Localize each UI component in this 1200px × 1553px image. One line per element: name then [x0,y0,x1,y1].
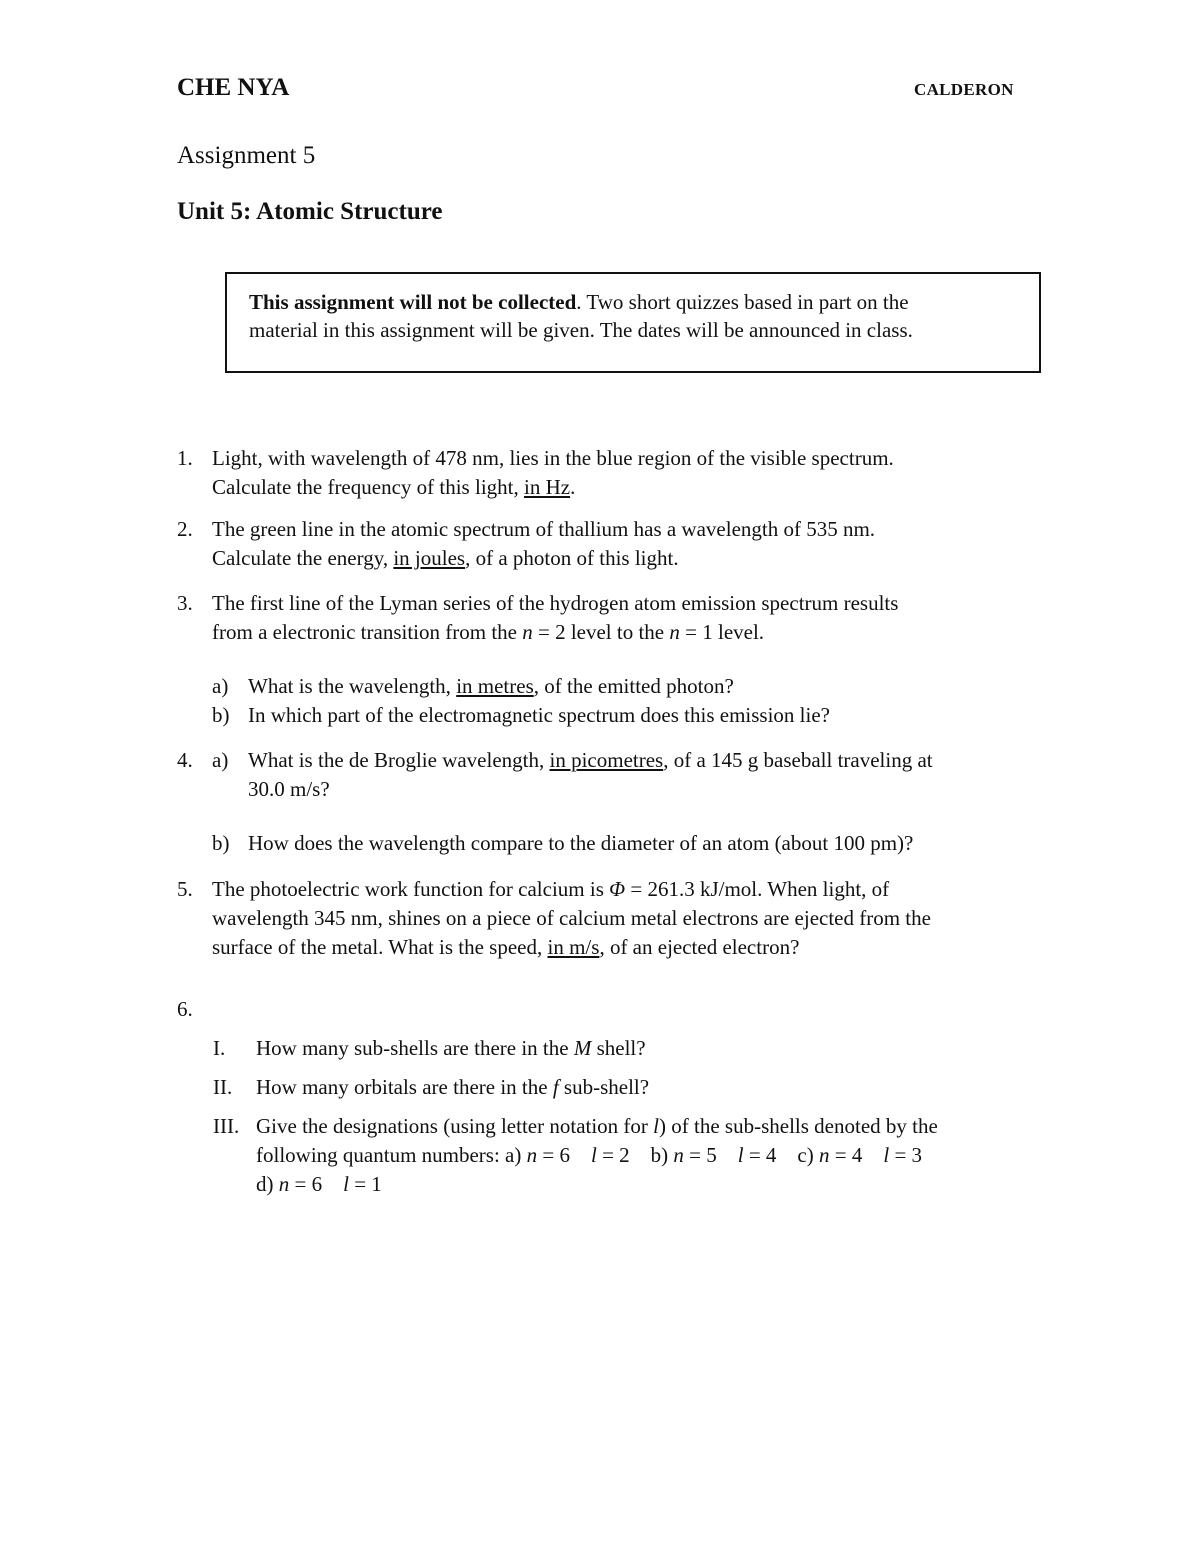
q4a-unit: in picometres [549,748,664,772]
q6-d-l: = 1 [348,1172,382,1196]
q4a-text [248,746,933,804]
q6-b-n: = 5 [683,1143,738,1167]
q3b-label: b) [212,703,230,727]
q6-iii-line3 [256,1172,382,1196]
q5-text [212,875,931,962]
q5-line1-post: = 261.3 kJ/mol. When light, of [625,877,890,901]
l-var: l [343,1172,349,1196]
q6-ii-post: sub-shell? [558,1075,650,1099]
notice-box [225,272,1041,373]
n-var: n [526,1143,538,1167]
q3-n-var: n [669,620,680,644]
q3-line2-a: from a electronic transition from the [212,620,523,644]
q6-d-pre: d) [256,1172,279,1196]
q3-line2 [212,620,764,644]
q2-line2 [212,546,679,570]
q6-i-post: shell? [591,1036,646,1060]
q3a-post: , of the emitted photon? [533,674,734,698]
q1-number: 1. [177,446,193,470]
q6-iii-line1-pre: Give the designations (using letter notation for [256,1114,654,1138]
notice-bold: This assignment will not be collected [249,290,577,314]
q6-number: 6. [177,997,193,1021]
q1-unit: in Hz [524,475,571,499]
l-var: l [883,1143,890,1167]
q4a-label: a) [212,748,229,772]
q6-ii-var: f [552,1075,559,1099]
q6-iii-line2-pre: following quantum numbers: a) [256,1143,527,1167]
q2-line2-post: , of a photon of this light. [465,546,679,570]
q3a-unit: in metres [456,674,534,698]
q5-line1-pre: The photoelectric work function for calcium is [212,877,610,901]
phi-symbol: Φ [609,877,626,901]
notice-line2: material in this assignment will be given. The dates will be announced in class. [249,318,913,342]
q6-iii-line1 [256,1114,938,1138]
notice-text [249,288,913,344]
q3-text [212,589,898,647]
q4b-label: b) [212,831,230,855]
q4a-pre: What is the de Broglie wavelength, [248,748,550,772]
q6-i-pre: How many sub-shells are there in the [256,1036,574,1060]
q4-number: 4. [177,748,193,772]
q1-text [212,444,894,502]
q3a-label: a) [212,674,229,698]
q4b-text: How does the wavelength compare to the diameter of an atom (about 100 pm)? [248,831,914,855]
q6-i-label: I. [213,1036,226,1060]
q3-number: 3. [177,591,193,615]
q2-line2-pre: Calculate the energy, [212,546,394,570]
q6-c-l: = 3 [889,1143,923,1167]
q6-ii-pre: How many orbitals are there in the [256,1075,553,1099]
q5-line3 [212,935,799,959]
instructor-name: CALDERON [914,80,1014,99]
q3-n-var: n [522,620,533,644]
unit-title: Unit 5: Atomic Structure [177,198,443,225]
q5-line3-post: , of an ejected electron? [599,935,800,959]
q4a-line2: 30.0 m/s? [248,777,330,801]
q5-line3-pre: surface of the metal. What is the speed, [212,935,548,959]
q5-number: 5. [177,877,193,901]
q6-a-n: = 6 [537,1143,591,1167]
l-var: l [653,1114,660,1138]
q6-iii-text [256,1112,938,1199]
q6-d-n: = 6 [289,1172,344,1196]
n-var: n [673,1143,684,1167]
course-code: CHE NYA [177,74,290,101]
notice-line1: . Two short quizzes based in part on the [576,290,909,314]
q2-text [212,515,875,573]
q3a-text [248,672,734,701]
q2-line1: The green line in the atomic spectrum of thallium has a wavelength of 535 nm. [212,517,876,541]
q6-c-n: = 4 [829,1143,884,1167]
q2-number: 2. [177,517,193,541]
n-var: n [819,1143,830,1167]
q5-line1 [212,877,889,901]
q6-iii-line2 [256,1143,922,1167]
q6-ii-text [256,1073,649,1102]
q3-line1: The first line of the Lyman series of the hydrogen atom emission spectrum results [212,591,899,615]
q5-unit: in m/s [547,935,600,959]
q6-ii-label: II. [213,1075,233,1099]
q3b-text: In which part of the electromagnetic spectrum does this emission lie? [248,703,830,727]
q2-unit: in joules [393,546,466,570]
l-var: l [737,1143,744,1167]
q1-line2 [212,475,575,499]
q3a-pre: What is the wavelength, [248,674,457,698]
q6-a-l: = 2 b) [596,1143,674,1167]
n-var: n [278,1172,290,1196]
q6-iii-line1-post: ) of the sub-shells denoted by the [659,1114,938,1138]
q6-iii-label: III. [213,1114,240,1138]
assignment-title: Assignment 5 [177,142,316,169]
l-var: l [590,1143,597,1167]
q3-line2-c: = 1 level. [679,620,765,644]
q6-b-l: = 4 c) [743,1143,820,1167]
q4a-post: , of a 145 g baseball traveling at [663,748,933,772]
q1-line1: Light, with wavelength of 478 nm, lies in the blue region of the visible spectrum. [212,446,894,470]
q6-i-var: M [573,1036,592,1060]
q3-line2-b: = 2 level to the [532,620,670,644]
q1-line2-post: . [570,475,576,499]
q5-line2: wavelength 345 nm, shines on a piece of calcium metal electrons are ejected from the [212,906,931,930]
q6-i-text [256,1034,646,1063]
q1-line2-pre: Calculate the frequency of this light, [212,475,524,499]
